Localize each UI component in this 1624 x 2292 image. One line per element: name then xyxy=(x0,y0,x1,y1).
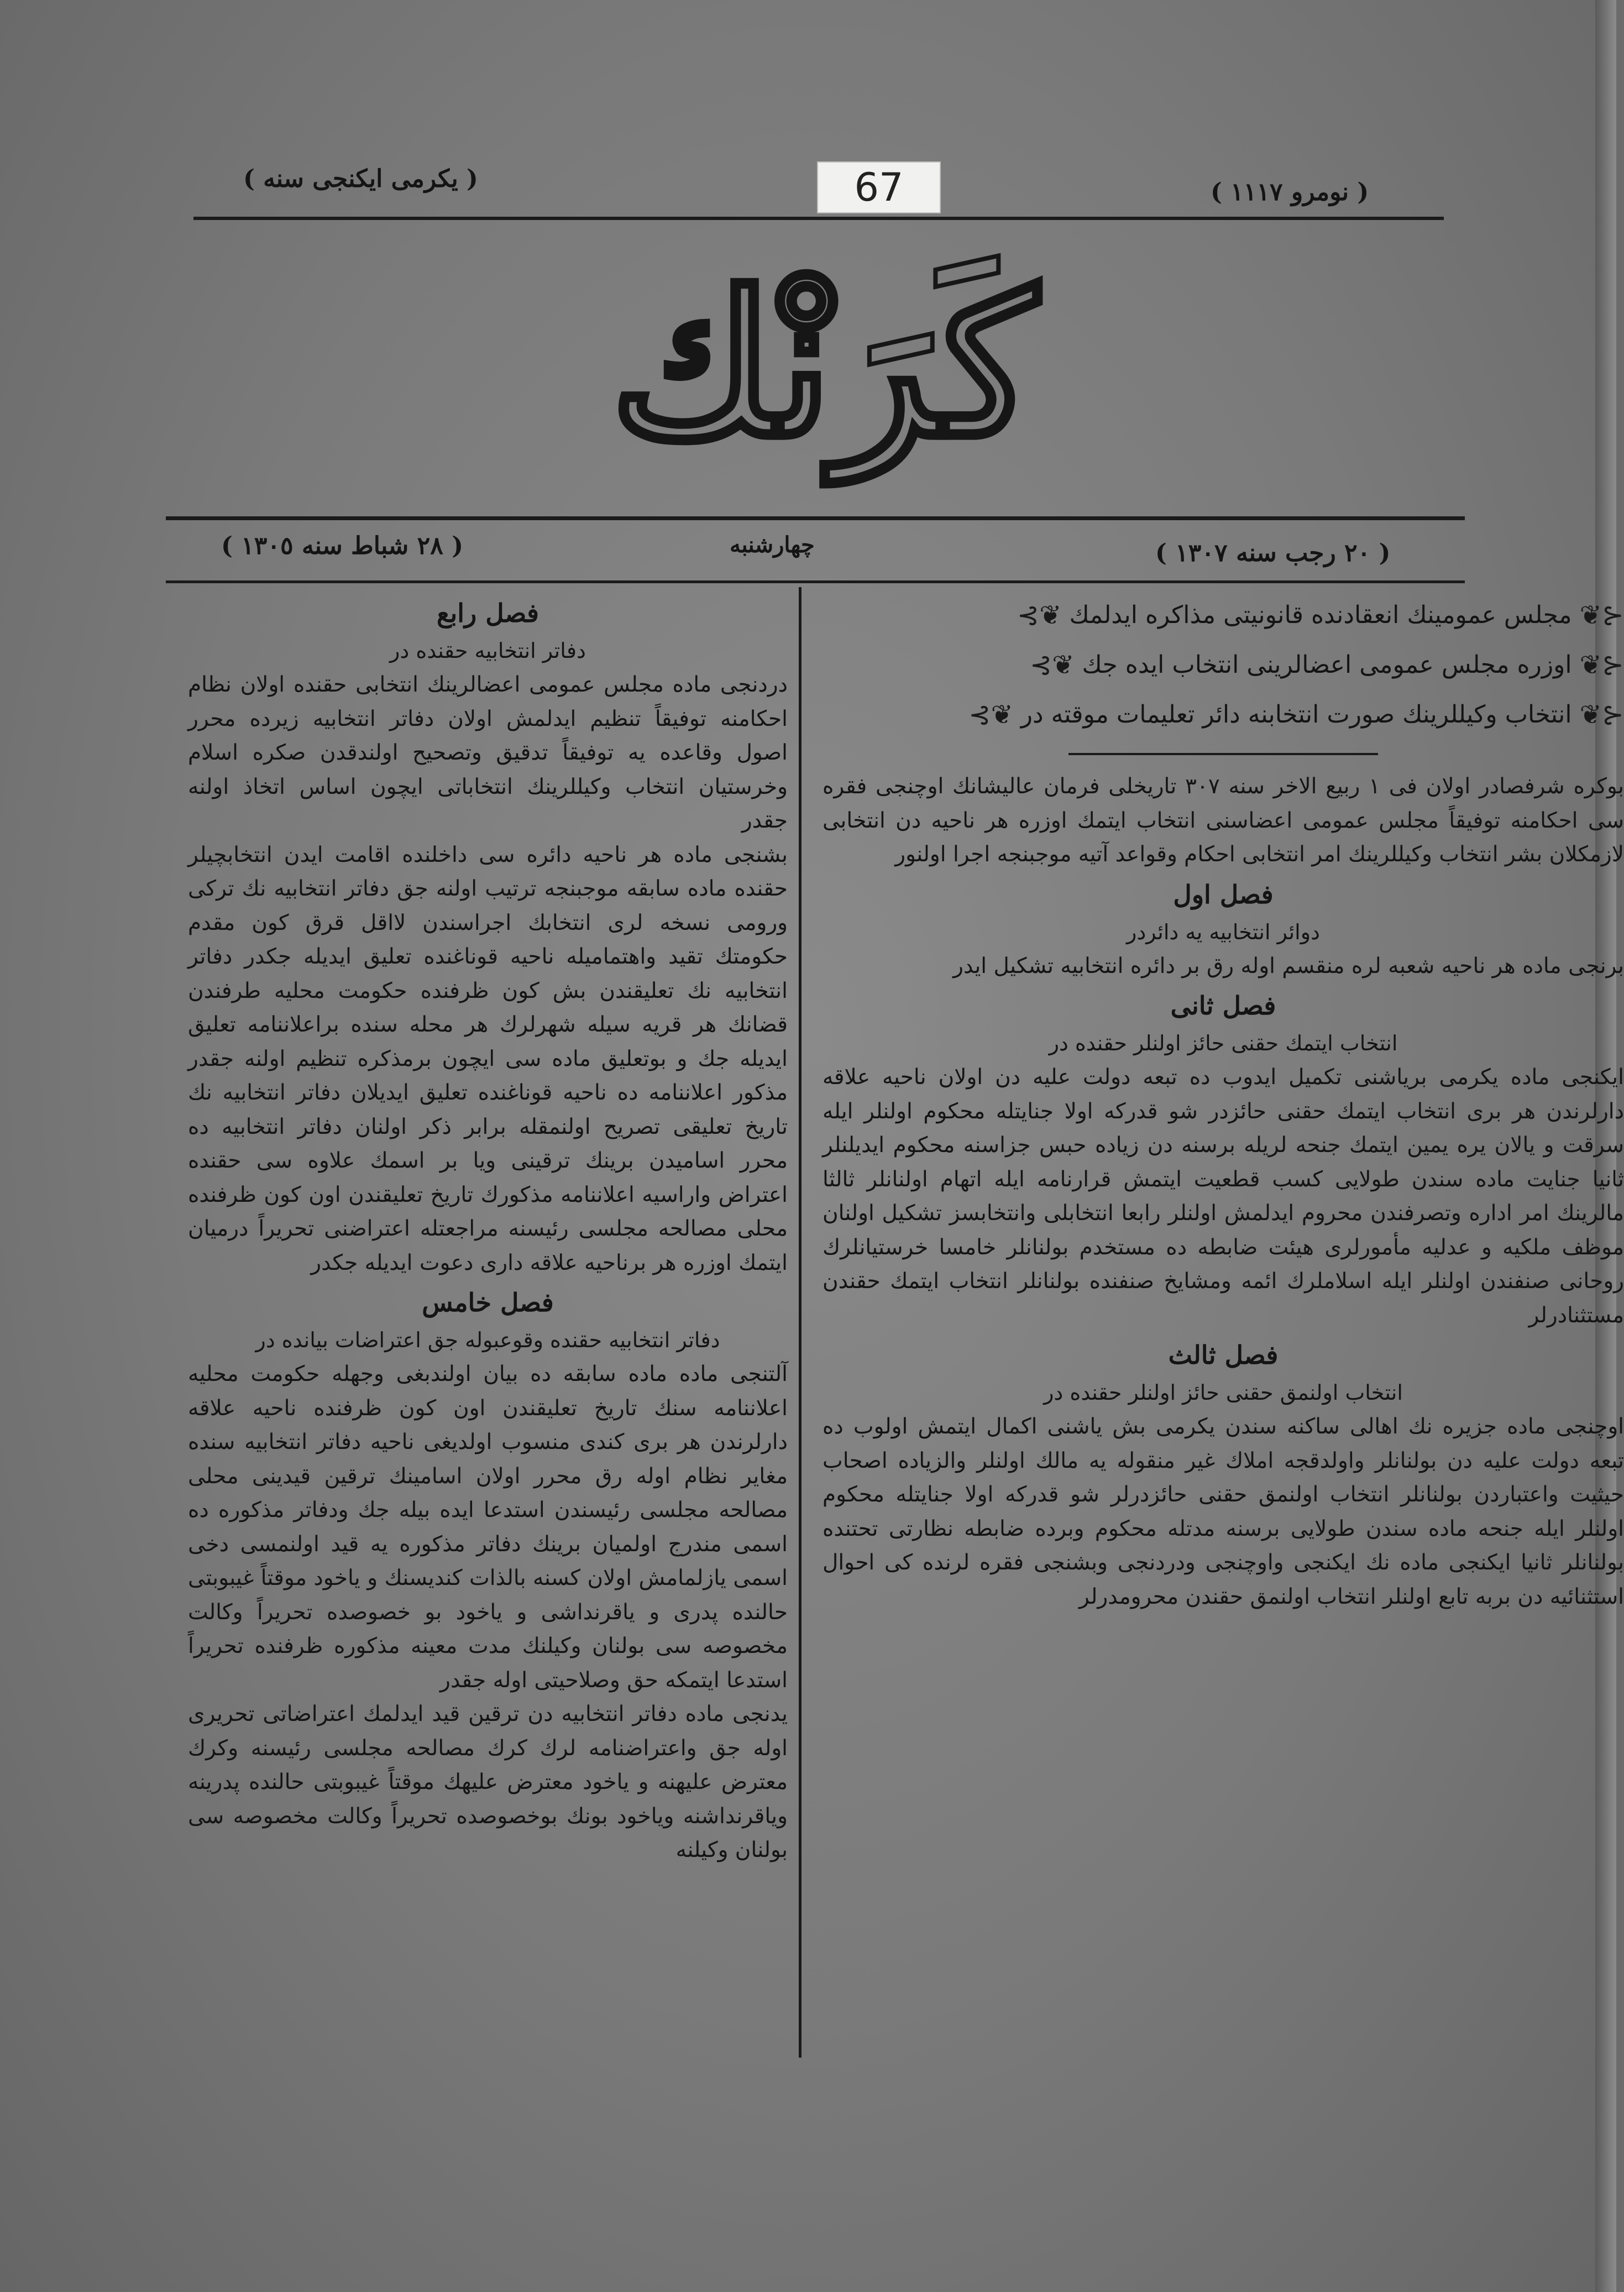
article-paragraph: ايكنجى ماده يكرمى برياشنى تكميل ايدوب ده تبعه دولت عليه دن اولان ناحيه علاقه دارلرندن هر برى انتخاب ايتمك حقنى حائزدر شو قدركه اولا جنايتله محكوم اولنلر ايله سرقت و يالان يره يمين ايتمك جنحه لريله برسنه دن زياده حبس جزاسنه محكوم ايديلنلر ثانيا جنايت ماده سندن طولايى كسب قطعيت ايتمش قرارنامه ايله اتهام اولنانلر ثالثا مالرينك امر اداره وتصرفندن محروم ايدلمش اولنلر رابعا انتخابلى وانتخابسز تشكيل اولنان موظف ملكيه و عدليه مأمورلرى هيئت ضابطه ده مستخدم بولنانلر خامسا خرستيانلرك روحانى صنفندن اولنلر ايله اسلاملرك ائمه ومشايخ صنفنده بولنانلر انتخاب ايتمك حقندن مستثنادرلر xyxy=(823,1065,1624,1328)
toc-line xyxy=(823,690,1624,740)
article-paragraph: آلتنجى ماده ماده سابقه ده بيان اولندبغى وجهله حكومت محليه اعلاننامه سنك تاريخ تعليقندن اون كون ظرفنده ناحيه علاقه دارلرندن هر برى كندى منسوب اولديغى ناحيه دفاتر انتخابيه سنده مغاير نظام اوله رق محرر اولان اسامينك ترقين قيدينى محلى مصالحه مجلسى رئيسندن استدعا ايده بيله جك ودفاتر مذكوره ده اسمى مندرج اولميان برينك دفاتر مذكوره يه قيد اولنمسى دخى اسمى يازلمامش اولان كسنه بالذات كنديسنك و ياخود موقتاً غيبوبتى حالنده پدرى و ياقرنداشى و ياخود بو خصوصده تحريراً وكالت مخصوصه سى بولنان وكيلنك مدت معينه مذكوره ظرفنده تحريراً استدعا ايتمكه حق وصلاحيتى اوله جقدر يدنجى ماده دفاتر انتخابيه دن ترقين قيد ايدلمك اعتراضاتى تحريرى اوله جق واعتراضنامه لرك كرك مصالحه مجلسى رئيسنه وكرك معترض عليهنه و ياخود معترض عليهك موقتاً غيبوبتى حالنده پدرينه وياقرنداشنه وياخود بونك بوخصوصده تحريراً وكالت مخصوصه سى بولنان وكيلنه xyxy=(188,1362,788,1862)
section-heading: فصل خامس xyxy=(422,1288,554,1317)
section-heading: فصل رابع xyxy=(436,598,539,628)
intro-paragraph: بوكره شرفصادر اولان فى ١ ربيع الاخر سنه ٣٠٧ تاريخلى فرمان عاليشانك اوچنجى فقره سى احكامنه توفيقاً مجلس عمومى اعضاسنى انتخاب ايتمك اوزره هر ناحيه دن انتخابى لازمكلان بشر انتخاب وكيللرينك امر انتخابى احكام وقواعد آتيه موجبنجه اجرا اولنور xyxy=(823,774,1624,867)
toc-text: انتخاب وكيللرينك صورت انتخابنه دائر تعليمات موقته در xyxy=(1020,700,1572,729)
right-column xyxy=(823,590,1624,1614)
issue-number: ( نومرو ١١١٧ ) xyxy=(1211,178,1369,206)
section-subheading: دوائر انتخابيه يه دائردر xyxy=(1127,919,1320,944)
ornament-icon: ❦⊱ xyxy=(1017,600,1062,631)
section-subheading: دفاتر انتخابيه حقنده وقوعبوله جق اعتراضات بيانده در xyxy=(255,1328,720,1352)
article-paragraph: دردنجى ماده مجلس عمومى اعضالرينك انتخابى حقنده اولان نظام احكامنه توفيقاً تنظيم ايدلمش اولان دفاتر انتخابيه زيرده محرر اصول وقاعده يه توفيقاً تدقيق وتصحيح اولندقدن صكره اسلام وخرستيان انتخاب وكيللرينك انتخاباتى ايچون اساس اتخاذ اولنه جقدر بشنجى ماده هر ناحيه دائره سى داخلنده اقامت ايدن انتخابچيلر حقنده ماده سابقه موجبنجه ترتيب اولنه جق دفاتر انتخابيه نك تركى ورومى نسخه لرى انتخابك اجراسندن لااقل قرق كون مقدم حكومتك تقيد واهتماميله ناحيه قوناغنده تعليق ايديله جكدر دفاتر انتخابيه نك تعليقندن بش كون ظرفنده حكومت محليه طرفندن قضانك هر قريه سيله شهرلرك هر محله سنده براعلاننامه تعليق ايديله جك و بوتعليق ماده سى ايچون برمذكره تنظيم اولنه جقدر مذكور اعلاننامه ده ناحيه قوناغنده تعليق ايديلان دفاتر انتخابيه نك تاريخ تعليقى تصريح اولنمقله برابر ذكر اولنان دفاتر انتخابيه ده محرر اساميدن برينك ترقينى ويا بر اسمك علاوه سى حقنده اعتراض واراسيه اعلاننامه مذكورك تاريخ تعليقندن اون كون ظرفنده محلى مصالحه مجلسى رئيسنه مراجعتله اعتراضنى تحريراً درميان ايتمك اوزره هر برناحيه علاقه دارى دعوت ايديله جكدر xyxy=(188,672,788,1275)
year-label: ( يكرمى ايكنجى سنه ) xyxy=(243,165,478,193)
ornament-icon: ⊰❦ xyxy=(1579,650,1624,681)
header-rule-top xyxy=(193,217,1444,220)
toc-text: اوزره مجلس عمومى اعضالرينى انتخاب ايده جك xyxy=(1082,651,1572,679)
ornament-icon: ⊰❦ xyxy=(1579,699,1624,730)
weekday: چهارشنبه xyxy=(730,532,815,558)
page-number-label: 67 xyxy=(817,161,941,213)
section-subheading: انتخاب ايتمك حقنى حائز اولنلر حقنده در xyxy=(1049,1031,1398,1055)
section-subheading: دفاتر انتخابيه حقنده در xyxy=(390,639,586,663)
toc-line xyxy=(823,590,1624,640)
section-heading: فصل ثالث xyxy=(1168,1340,1279,1370)
left-column xyxy=(188,590,788,1867)
section-heading: فصل اول xyxy=(1173,879,1274,909)
section-divider xyxy=(1068,753,1378,755)
ornament-icon: ❦⊱ xyxy=(968,699,1013,730)
masthead xyxy=(553,221,1094,509)
date-rule-top xyxy=(166,516,1465,520)
ornament-icon: ❦⊱ xyxy=(1030,650,1075,681)
section-heading: فصل ثانى xyxy=(1170,991,1276,1021)
toc-line xyxy=(823,640,1624,690)
article-paragraph: برنجى ماده هر ناحيه شعبه لره منقسم اوله رق بر دائره انتخابيه تشكيل ايدر xyxy=(953,953,1624,978)
article-paragraph: اوچنجى ماده جزيره نك اهالى ساكنه سندن يكرمى بش ياشنى اكمال ايتمش اولوب ده تبعه دولت عليه دن بولنانلر واولدقجه املاك غير منقوله يه مالك اولنلر والزياده اصحاب حيثيت واعتباردن بولنانلر انتخاب اولنمق حقنى حائزدرلر شو قدركه اولا جنايتله محكوم اولنلر ايله جنحه ماده سندن طولايى برسنه مدتله محكوم وبرده ضابطه نظارتى تحتنده بولنانلر ثانيا ايكنجى ماده نك ايكنجى واوچنجى ودردنجى وبشنجى فقره لرنده كى احوال استثنائيه دن بربه تابع اولنلر انتخاب اولنمق حقندن محرومدرلر xyxy=(823,1414,1624,1609)
column-divider xyxy=(799,587,801,2058)
ornament-icon: ⊰❦ xyxy=(1579,600,1624,631)
toc-text: مجلس عمومينك انعقادنده قانونيتى مذاكره ايدلمك xyxy=(1069,601,1572,629)
date-hijri: ( ٢٠ رجب سنه ١٣٠٧ ) xyxy=(1155,539,1391,567)
section-subheading: انتخاب اولنمق حقنى حائز اولنلر حقنده در xyxy=(1044,1380,1403,1405)
newspaper-title: كَرَنْك xyxy=(610,248,1038,482)
date-rule-bottom xyxy=(166,580,1465,583)
date-rumi: ( ٢٨ شباط سنه ١٣٠٥ ) xyxy=(221,532,464,560)
